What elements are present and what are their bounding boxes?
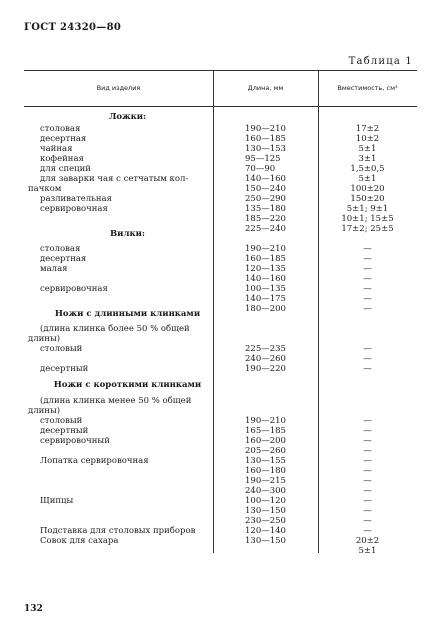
row-item: чайная xyxy=(40,144,73,154)
row-length: 100—120 xyxy=(245,496,286,506)
row-length: 130—153 xyxy=(245,144,286,154)
row-length: 100—135 xyxy=(245,284,286,294)
row-length: 120—135 xyxy=(245,264,286,274)
row-capacity: — xyxy=(363,254,372,264)
row-length: 225—235 xyxy=(245,344,286,354)
row-capacity: — xyxy=(363,354,372,364)
row-length: 160—185 xyxy=(245,254,286,264)
row-capacity: — xyxy=(363,426,372,436)
row-item: пачком xyxy=(28,184,62,194)
section-title-long-knives: Ножи с длинными клинками xyxy=(54,309,201,319)
row-capacity: — xyxy=(363,344,372,354)
row-length: 190—215 xyxy=(245,476,286,486)
row-item: для специй xyxy=(40,164,91,174)
row-length: 95—125 xyxy=(245,154,281,164)
row-capacity: 10±1; 15±5 xyxy=(341,214,394,224)
row-capacity: 5±1 xyxy=(358,144,377,154)
row-capacity: — xyxy=(363,466,372,476)
row-length: 240—260 xyxy=(245,354,286,364)
row-item: столовая xyxy=(40,244,81,254)
column-header-capacity: Вместимость, см³ xyxy=(337,84,398,92)
row-capacity: 5±1 xyxy=(358,546,377,556)
row-item: столовый xyxy=(40,416,83,426)
row-note: длины) xyxy=(28,334,61,344)
row-capacity: — xyxy=(363,294,372,304)
row-length: 150—240 xyxy=(245,184,286,194)
row-capacity: — xyxy=(363,496,372,506)
row-length: 205—260 xyxy=(245,446,286,456)
row-length: 190—210 xyxy=(245,244,286,254)
row-length: 165—185 xyxy=(245,426,286,436)
table-top-rule xyxy=(24,70,417,71)
row-item: Подставка для столовых приборов xyxy=(40,526,196,536)
section-title-short-knives: Ножи с короткими клинками xyxy=(53,380,202,390)
row-capacity: 17±2 xyxy=(355,124,380,134)
row-length: 135—180 xyxy=(245,204,286,214)
row-item: сервировочная xyxy=(40,284,108,294)
row-length: 130—150 xyxy=(245,506,286,516)
row-capacity: — xyxy=(363,284,372,294)
section-title-forks: Вилки: xyxy=(109,229,146,239)
column-divider-2 xyxy=(318,70,319,553)
column-header-item: Вид изделия xyxy=(96,84,141,92)
row-capacity: 150±20 xyxy=(350,194,385,204)
row-item: столовый xyxy=(40,344,83,354)
row-length: 140—160 xyxy=(245,174,286,184)
row-capacity: — xyxy=(363,436,372,446)
row-item: малая xyxy=(40,264,68,274)
row-length: 140—175 xyxy=(245,294,286,304)
row-item: десертная xyxy=(40,254,87,264)
row-capacity: 5±1 xyxy=(358,174,377,184)
row-item: Совок для сахара xyxy=(40,536,119,546)
row-capacity: — xyxy=(363,364,372,374)
row-item: сервировочный xyxy=(40,436,110,446)
row-note: длины) xyxy=(28,406,61,416)
section-title-spoons: Ложки: xyxy=(108,112,147,122)
row-item: для заварки чая с сетчатым кол- xyxy=(40,174,189,184)
row-capacity: 100±20 xyxy=(350,184,385,194)
row-capacity: 10±2 xyxy=(355,134,380,144)
row-item: десертный xyxy=(40,426,89,436)
row-note: (длина клинка более 50 % общей xyxy=(40,324,190,334)
row-capacity: 17±2; 25±5 xyxy=(341,224,394,234)
row-item: десертная xyxy=(40,134,87,144)
row-item: кофейная xyxy=(40,154,84,164)
table-caption: Таблица 1 xyxy=(348,56,413,67)
row-item: Щипцы xyxy=(40,496,74,506)
row-item: столовая xyxy=(40,124,81,134)
row-item: Лопатка сервировочная xyxy=(40,456,149,466)
row-length: 240—300 xyxy=(245,486,286,496)
row-length: 160—180 xyxy=(245,466,286,476)
row-capacity: 20±2 xyxy=(355,536,380,546)
row-length: 190—210 xyxy=(245,416,286,426)
row-capacity: 5±1; 9±1 xyxy=(346,204,389,214)
row-length: 160—200 xyxy=(245,436,286,446)
row-capacity: 1,5±0,5 xyxy=(350,164,385,174)
row-note: (длина клинка менее 50 % общей xyxy=(40,396,192,406)
row-capacity: — xyxy=(363,446,372,456)
row-item: разливательная xyxy=(40,194,112,204)
page-number: 132 xyxy=(24,604,43,614)
table-header-rule xyxy=(24,106,417,107)
row-length: 180—200 xyxy=(245,304,286,314)
row-capacity: — xyxy=(363,244,372,254)
row-capacity: — xyxy=(363,506,372,516)
row-item: сервировочная xyxy=(40,204,108,214)
row-length: 190—220 xyxy=(245,364,286,374)
row-item: десертный xyxy=(40,364,89,374)
row-capacity: — xyxy=(363,304,372,314)
document-header: ГОСТ 24320—80 xyxy=(24,22,122,33)
row-capacity: — xyxy=(363,264,372,274)
row-capacity: — xyxy=(363,516,372,526)
row-length: 185—220 xyxy=(245,214,286,224)
row-capacity: — xyxy=(363,274,372,284)
row-length: 120—140 xyxy=(245,526,286,536)
row-length: 250—290 xyxy=(245,194,286,204)
row-capacity: — xyxy=(363,476,372,486)
column-header-length: Длина, мм xyxy=(247,84,284,92)
row-length: 225—240 xyxy=(245,224,286,234)
row-capacity: — xyxy=(363,456,372,466)
row-length: 190—210 xyxy=(245,124,286,134)
row-length: 70—90 xyxy=(245,164,276,174)
row-length: 230—250 xyxy=(245,516,286,526)
row-length: 140—160 xyxy=(245,274,286,284)
row-length: 130—150 xyxy=(245,536,286,546)
row-capacity: — xyxy=(363,526,372,536)
row-capacity: 3±1 xyxy=(358,154,377,164)
row-length: 130—155 xyxy=(245,456,286,466)
row-capacity: — xyxy=(363,416,372,426)
row-capacity: — xyxy=(363,486,372,496)
row-length: 160—185 xyxy=(245,134,286,144)
